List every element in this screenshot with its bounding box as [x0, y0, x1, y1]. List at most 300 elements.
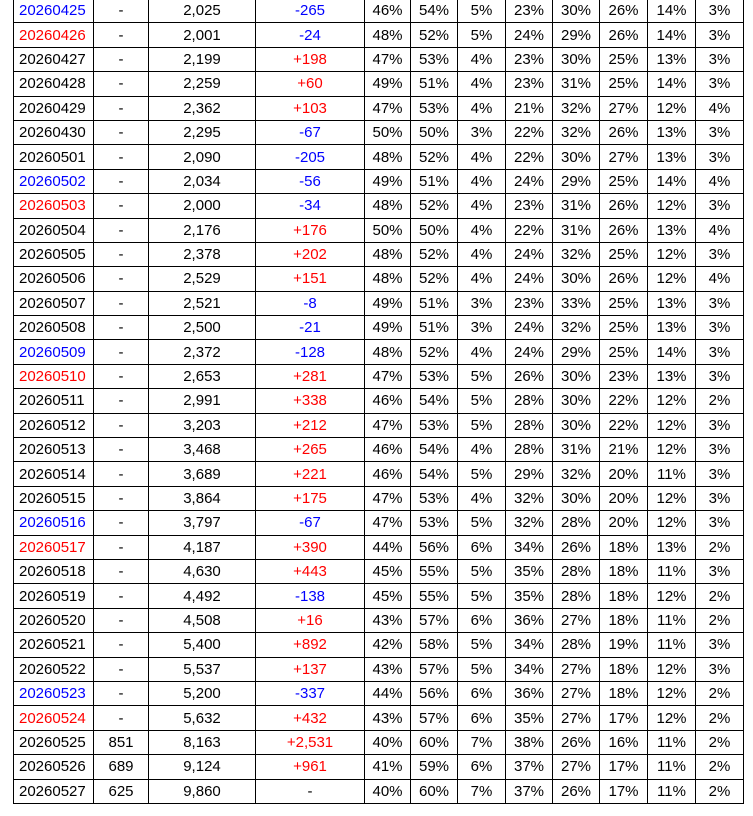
percent-cell: 47% — [365, 96, 411, 120]
percent-cell: 23% — [506, 72, 553, 96]
percent-cell: 47% — [365, 413, 411, 437]
percent-cell: 30% — [553, 413, 600, 437]
percent-cell: 37% — [506, 755, 553, 779]
percent-cell: 54% — [411, 0, 458, 23]
percent-cell: 26% — [553, 779, 600, 803]
percent-cell: 34% — [506, 633, 553, 657]
percent-cell: 4% — [458, 340, 506, 364]
percent-cell: 11% — [648, 779, 696, 803]
percent-cell: 17% — [600, 755, 648, 779]
percent-cell: 50% — [365, 218, 411, 242]
table-row — [14, 242, 744, 266]
count-cell: - — [94, 389, 149, 413]
percent-cell: 11% — [648, 608, 696, 632]
percent-cell: 50% — [411, 218, 458, 242]
date-cell: 20260427 — [14, 47, 94, 71]
percent-cell: 12% — [648, 242, 696, 266]
percent-cell: 4% — [696, 267, 744, 291]
count-cell: - — [94, 267, 149, 291]
percent-cell: 12% — [648, 511, 696, 535]
percent-cell: 24% — [506, 23, 553, 47]
count-cell: 851 — [94, 730, 149, 754]
table-row — [14, 72, 744, 96]
total-cell: 3,468 — [149, 438, 256, 462]
date-cell: 20260429 — [14, 96, 94, 120]
percent-cell: 25% — [600, 316, 648, 340]
percent-cell: 18% — [600, 559, 648, 583]
table-row — [14, 218, 744, 242]
percent-cell: 2% — [696, 608, 744, 632]
date-cell: 20260517 — [14, 535, 94, 559]
percent-cell: 27% — [600, 145, 648, 169]
percent-cell: 60% — [411, 730, 458, 754]
percent-cell: 57% — [411, 608, 458, 632]
percent-cell: 21% — [506, 96, 553, 120]
table-row — [14, 730, 744, 754]
total-cell: 8,163 — [149, 730, 256, 754]
percent-cell: 4% — [458, 242, 506, 266]
percent-cell: 27% — [553, 657, 600, 681]
count-cell: - — [94, 72, 149, 96]
percent-cell: 22% — [506, 120, 553, 144]
percent-cell: 43% — [365, 608, 411, 632]
total-cell: 2,372 — [149, 340, 256, 364]
percent-cell: 6% — [458, 535, 506, 559]
percent-cell: 45% — [365, 584, 411, 608]
percent-cell: 32% — [506, 486, 553, 510]
change-cell: +137 — [256, 657, 365, 681]
table-row — [14, 291, 744, 315]
percent-cell: 60% — [411, 779, 458, 803]
percent-cell: 5% — [458, 657, 506, 681]
percent-cell: 11% — [648, 755, 696, 779]
percent-cell: 49% — [365, 72, 411, 96]
percent-cell: 24% — [506, 316, 553, 340]
percent-cell: 3% — [458, 120, 506, 144]
percent-cell: 31% — [553, 194, 600, 218]
percent-cell: 52% — [411, 23, 458, 47]
percent-cell: 30% — [553, 267, 600, 291]
table-row — [14, 657, 744, 681]
percent-cell: 27% — [600, 96, 648, 120]
percent-cell: 4% — [458, 486, 506, 510]
change-cell: -337 — [256, 681, 365, 705]
percent-cell: 55% — [411, 584, 458, 608]
count-cell: - — [94, 608, 149, 632]
percent-cell: 32% — [506, 511, 553, 535]
table-row — [14, 120, 744, 144]
percent-cell: 30% — [553, 47, 600, 71]
table-row — [14, 462, 744, 486]
count-cell: - — [94, 364, 149, 388]
percent-cell: 31% — [553, 438, 600, 462]
total-cell: 9,124 — [149, 755, 256, 779]
percent-cell: 34% — [506, 535, 553, 559]
percent-cell: 52% — [411, 145, 458, 169]
total-cell: 2,199 — [149, 47, 256, 71]
change-cell: +16 — [256, 608, 365, 632]
change-cell: +175 — [256, 486, 365, 510]
percent-cell: 46% — [365, 389, 411, 413]
percent-cell: 22% — [600, 389, 648, 413]
percent-cell: 17% — [600, 706, 648, 730]
total-cell: 2,090 — [149, 145, 256, 169]
change-cell: +338 — [256, 389, 365, 413]
change-cell: +281 — [256, 364, 365, 388]
table-row — [14, 23, 744, 47]
count-cell: - — [94, 438, 149, 462]
percent-cell: 4% — [458, 267, 506, 291]
table-row — [14, 608, 744, 632]
percent-cell: 30% — [553, 145, 600, 169]
percent-cell: 47% — [365, 364, 411, 388]
total-cell: 3,864 — [149, 486, 256, 510]
percent-cell: 26% — [553, 535, 600, 559]
percent-cell: 26% — [553, 730, 600, 754]
percent-cell: 28% — [553, 511, 600, 535]
count-cell: - — [94, 706, 149, 730]
percent-cell: 4% — [696, 218, 744, 242]
change-cell: -8 — [256, 291, 365, 315]
table-row — [14, 340, 744, 364]
percent-cell: 20% — [600, 486, 648, 510]
table-row — [14, 389, 744, 413]
date-cell: 20260527 — [14, 779, 94, 803]
percent-cell: 3% — [696, 194, 744, 218]
count-cell: - — [94, 23, 149, 47]
count-cell: 689 — [94, 755, 149, 779]
date-cell: 20260525 — [14, 730, 94, 754]
total-cell: 2,529 — [149, 267, 256, 291]
date-cell: 20260512 — [14, 413, 94, 437]
date-cell: 20260507 — [14, 291, 94, 315]
percent-cell: 5% — [458, 413, 506, 437]
percent-cell: 18% — [600, 657, 648, 681]
table-row — [14, 47, 744, 71]
table-row — [14, 438, 744, 462]
change-cell: -265 — [256, 0, 365, 23]
percent-cell: 13% — [648, 364, 696, 388]
percent-cell: 29% — [553, 23, 600, 47]
percent-cell: 49% — [365, 316, 411, 340]
percent-cell: 14% — [648, 0, 696, 23]
percent-cell: 5% — [458, 23, 506, 47]
change-cell: +151 — [256, 267, 365, 291]
percent-cell: 17% — [600, 779, 648, 803]
percent-cell: 4% — [458, 72, 506, 96]
percent-cell: 27% — [553, 608, 600, 632]
percent-cell: 49% — [365, 169, 411, 193]
percent-cell: 30% — [553, 486, 600, 510]
percent-cell: 2% — [696, 535, 744, 559]
percent-cell: 32% — [553, 96, 600, 120]
total-cell: 4,630 — [149, 559, 256, 583]
count-cell: - — [94, 584, 149, 608]
percent-cell: 3% — [696, 340, 744, 364]
percent-cell: 3% — [696, 486, 744, 510]
percent-cell: 49% — [365, 291, 411, 315]
percent-cell: 27% — [553, 681, 600, 705]
percent-cell: 11% — [648, 730, 696, 754]
percent-cell: 52% — [411, 194, 458, 218]
percent-cell: 44% — [365, 681, 411, 705]
total-cell: 4,492 — [149, 584, 256, 608]
percent-cell: 18% — [600, 584, 648, 608]
count-cell: - — [94, 242, 149, 266]
percent-cell: 28% — [553, 584, 600, 608]
total-cell: 2,521 — [149, 291, 256, 315]
percent-cell: 12% — [648, 389, 696, 413]
count-cell: - — [94, 96, 149, 120]
table-row — [14, 755, 744, 779]
table-row — [14, 96, 744, 120]
percent-cell: 4% — [696, 96, 744, 120]
percent-cell: 22% — [506, 145, 553, 169]
percent-cell: 25% — [600, 47, 648, 71]
count-cell: - — [94, 218, 149, 242]
total-cell: 4,508 — [149, 608, 256, 632]
percent-cell: 2% — [696, 779, 744, 803]
table-row — [14, 535, 744, 559]
percent-cell: 2% — [696, 389, 744, 413]
table-row — [14, 169, 744, 193]
percent-cell: 25% — [600, 242, 648, 266]
percent-cell: 24% — [506, 242, 553, 266]
percent-cell: 51% — [411, 72, 458, 96]
percent-cell: 12% — [648, 438, 696, 462]
count-cell: 625 — [94, 779, 149, 803]
percent-cell: 3% — [696, 511, 744, 535]
percent-cell: 3% — [696, 72, 744, 96]
count-cell: - — [94, 47, 149, 71]
count-cell: - — [94, 120, 149, 144]
percent-cell: 3% — [696, 145, 744, 169]
percent-cell: 53% — [411, 364, 458, 388]
total-cell: 2,259 — [149, 72, 256, 96]
percent-cell: 5% — [458, 462, 506, 486]
change-cell: +390 — [256, 535, 365, 559]
percent-cell: 5% — [458, 633, 506, 657]
date-cell: 20260514 — [14, 462, 94, 486]
change-cell: - — [256, 779, 365, 803]
change-cell: +198 — [256, 47, 365, 71]
date-cell: 20260506 — [14, 267, 94, 291]
percent-cell: 53% — [411, 47, 458, 71]
percent-cell: 53% — [411, 486, 458, 510]
percent-cell: 37% — [506, 779, 553, 803]
percent-cell: 18% — [600, 608, 648, 632]
percent-cell: 13% — [648, 535, 696, 559]
percent-cell: 13% — [648, 47, 696, 71]
percent-cell: 28% — [506, 389, 553, 413]
percent-cell: 23% — [506, 47, 553, 71]
change-cell: -56 — [256, 169, 365, 193]
percent-cell: 51% — [411, 316, 458, 340]
percent-cell: 3% — [696, 364, 744, 388]
percent-cell: 4% — [458, 47, 506, 71]
table-row — [14, 706, 744, 730]
percent-cell: 3% — [458, 316, 506, 340]
date-cell: 20260523 — [14, 681, 94, 705]
table-row — [14, 633, 744, 657]
total-cell: 5,200 — [149, 681, 256, 705]
table-body — [14, 0, 744, 803]
date-cell: 20260503 — [14, 194, 94, 218]
percent-cell: 26% — [600, 218, 648, 242]
count-cell: - — [94, 340, 149, 364]
percent-cell: 20% — [600, 511, 648, 535]
percent-cell: 32% — [553, 120, 600, 144]
percent-cell: 32% — [553, 242, 600, 266]
percent-cell: 14% — [648, 23, 696, 47]
total-cell: 3,203 — [149, 413, 256, 437]
percent-cell: 19% — [600, 633, 648, 657]
change-cell: +176 — [256, 218, 365, 242]
percent-cell: 11% — [648, 559, 696, 583]
percent-cell: 5% — [458, 584, 506, 608]
date-cell: 20260508 — [14, 316, 94, 340]
date-cell: 20260518 — [14, 559, 94, 583]
change-cell: -67 — [256, 511, 365, 535]
count-cell: - — [94, 413, 149, 437]
count-cell: - — [94, 535, 149, 559]
count-cell: - — [94, 194, 149, 218]
percent-cell: 28% — [506, 438, 553, 462]
percent-cell: 48% — [365, 145, 411, 169]
percent-cell: 35% — [506, 559, 553, 583]
percent-cell: 33% — [553, 291, 600, 315]
percent-cell: 5% — [458, 511, 506, 535]
percent-cell: 5% — [458, 389, 506, 413]
table-row — [14, 0, 744, 23]
percent-cell: 21% — [600, 438, 648, 462]
percent-cell: 3% — [696, 23, 744, 47]
total-cell: 2,500 — [149, 316, 256, 340]
percent-cell: 23% — [600, 364, 648, 388]
percent-cell: 3% — [696, 0, 744, 23]
percent-cell: 46% — [365, 438, 411, 462]
change-cell: +432 — [256, 706, 365, 730]
count-cell: - — [94, 657, 149, 681]
percent-cell: 3% — [696, 438, 744, 462]
percent-cell: 46% — [365, 462, 411, 486]
percent-cell: 12% — [648, 194, 696, 218]
total-cell: 2,025 — [149, 0, 256, 23]
percent-cell: 48% — [365, 340, 411, 364]
percent-cell: 27% — [553, 706, 600, 730]
percent-cell: 22% — [506, 218, 553, 242]
percent-cell: 35% — [506, 706, 553, 730]
change-cell: +2,531 — [256, 730, 365, 754]
percent-cell: 47% — [365, 486, 411, 510]
percent-cell: 42% — [365, 633, 411, 657]
percent-cell: 53% — [411, 96, 458, 120]
table-row — [14, 681, 744, 705]
data-table — [13, 0, 744, 804]
percent-cell: 35% — [506, 584, 553, 608]
percent-cell: 2% — [696, 681, 744, 705]
percent-cell: 4% — [458, 218, 506, 242]
percent-cell: 13% — [648, 218, 696, 242]
change-cell: +103 — [256, 96, 365, 120]
percent-cell: 6% — [458, 681, 506, 705]
percent-cell: 43% — [365, 706, 411, 730]
percent-cell: 20% — [600, 462, 648, 486]
table-row — [14, 364, 744, 388]
percent-cell: 3% — [696, 47, 744, 71]
percent-cell: 46% — [365, 0, 411, 23]
percent-cell: 2% — [696, 706, 744, 730]
percent-cell: 2% — [696, 584, 744, 608]
table-row — [14, 486, 744, 510]
date-cell: 20260425 — [14, 0, 94, 23]
total-cell: 2,378 — [149, 242, 256, 266]
percent-cell: 14% — [648, 72, 696, 96]
percent-cell: 53% — [411, 413, 458, 437]
percent-cell: 14% — [648, 340, 696, 364]
percent-cell: 26% — [600, 0, 648, 23]
change-cell: +961 — [256, 755, 365, 779]
percent-cell: 29% — [553, 340, 600, 364]
percent-cell: 58% — [411, 633, 458, 657]
date-cell: 20260428 — [14, 72, 94, 96]
percent-cell: 4% — [458, 194, 506, 218]
percent-cell: 18% — [600, 535, 648, 559]
count-cell: - — [94, 316, 149, 340]
change-cell: -21 — [256, 316, 365, 340]
percent-cell: 12% — [648, 584, 696, 608]
percent-cell: 51% — [411, 169, 458, 193]
date-cell: 20260526 — [14, 755, 94, 779]
count-cell: - — [94, 145, 149, 169]
table-row — [14, 145, 744, 169]
change-cell: +212 — [256, 413, 365, 437]
percent-cell: 44% — [365, 535, 411, 559]
percent-cell: 5% — [458, 364, 506, 388]
table-row — [14, 779, 744, 803]
percent-cell: 16% — [600, 730, 648, 754]
percent-cell: 31% — [553, 72, 600, 96]
change-cell: -34 — [256, 194, 365, 218]
count-cell: - — [94, 559, 149, 583]
percent-cell: 6% — [458, 608, 506, 632]
percent-cell: 3% — [696, 120, 744, 144]
date-cell: 20260511 — [14, 389, 94, 413]
percent-cell: 26% — [600, 194, 648, 218]
percent-cell: 52% — [411, 340, 458, 364]
percent-cell: 4% — [458, 96, 506, 120]
percent-cell: 2% — [696, 730, 744, 754]
count-cell: - — [94, 486, 149, 510]
date-cell: 20260504 — [14, 218, 94, 242]
percent-cell: 48% — [365, 194, 411, 218]
percent-cell: 13% — [648, 291, 696, 315]
percent-cell: 29% — [553, 169, 600, 193]
percent-cell: 12% — [648, 706, 696, 730]
percent-cell: 25% — [600, 169, 648, 193]
table-row — [14, 413, 744, 437]
percent-cell: 30% — [553, 389, 600, 413]
change-cell: -24 — [256, 23, 365, 47]
percent-cell: 28% — [553, 559, 600, 583]
date-cell: 20260513 — [14, 438, 94, 462]
percent-cell: 43% — [365, 657, 411, 681]
date-cell: 20260524 — [14, 706, 94, 730]
date-cell: 20260426 — [14, 23, 94, 47]
percent-cell: 48% — [365, 242, 411, 266]
percent-cell: 12% — [648, 657, 696, 681]
percent-cell: 41% — [365, 755, 411, 779]
